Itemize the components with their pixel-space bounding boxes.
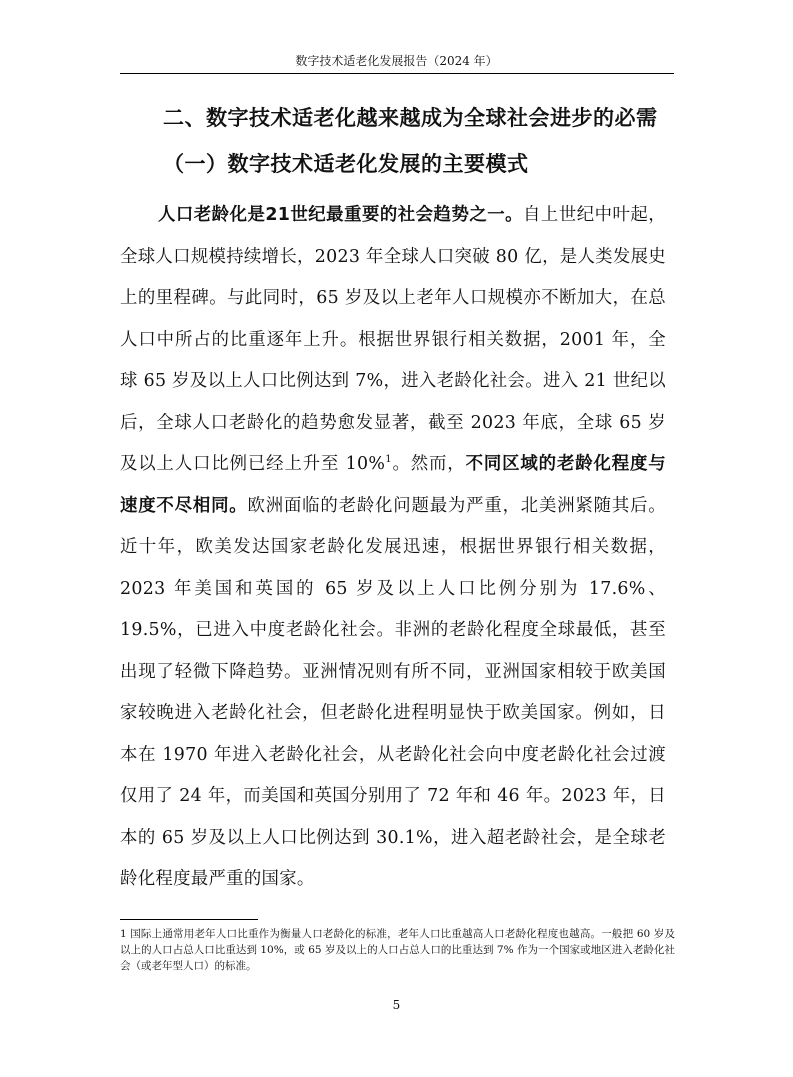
header-divider: [120, 73, 674, 74]
lead-sentence-bold: 人口老龄化是21世纪最重要的社会趋势之一。: [158, 205, 524, 225]
subsection-heading: （一）数字技术适老化发展的主要模式: [163, 152, 529, 176]
section-heading: 二、数字技术适老化越来越成为全球社会进步的必需: [163, 106, 658, 130]
paragraph-text-2: 。然而，: [391, 454, 466, 474]
emphasis-sentence-bold: 不同区域的老龄化程度与速度不尽相同。: [120, 454, 666, 516]
page-number: 5: [392, 998, 401, 1012]
paragraph-text-3: 欧洲面临的老龄化问题最为严重，北美洲紧随其后。近十年，欧美发达国家老龄化发展迅速，根据世界银行相关数据，2023 年美国和英国的 65 岁及以上人口比例分别为 17.6%、19.5%，已进入中度老龄化社会。非洲的老龄化程度全球最低，甚至出现了轻微下降趋势。亚洲情况则有所不同，亚洲国家相较于欧美国家较晚进入老龄化社会，但老龄化进程明显快于欧美国家。例如，日本在 1970 年进入老龄化社会，从老龄化社会向中度老龄化社会过渡仅用了 24 年，而美国和英国分别用了 72 年和 46 年。2023 年，日本的 65 岁及以上人口比例达到 30.1%，进入超老龄社会，是全球老龄化程度最严重的国家。: [120, 495, 666, 889]
running-header: 数字技术适老化发展报告（2024 年）: [295, 54, 498, 68]
footnote: 1 国际上通常用老年人口比重作为衡量人口老龄化的标准，老年人口比重越高人口老龄化程度也越高。一般把 60 岁及以上的人口占总人口比重达到 10%，或 65 岁及以上的人口占总人口的比重达到 7% 作为一个国家或地区进入老龄化社会（或老年型人口）的标准。: [120, 928, 675, 972]
footnote-reference[interactable]: 1: [385, 454, 392, 466]
body-paragraph: [120, 195, 666, 901]
paragraph-text-1: 自上世纪中叶起，全球人口规模持续增长，2023 年全球人口突破 80 亿，是人类发展史上的里程碑。与此同时，65 岁及以上老年人口规模亦不断加大，在总人口中所占的比重逐年上升。根据世界银行相关数据，2001 年，全球 65 岁及以上人口比例达到 7%，进入老龄化社会。进入 21 世纪以后，全球人口老龄化的趋势愈发显著，截至 2023 年底，全球 65 岁及以上人口比例已经上升至 10%: [120, 205, 666, 474]
footnote-divider: [120, 919, 258, 920]
